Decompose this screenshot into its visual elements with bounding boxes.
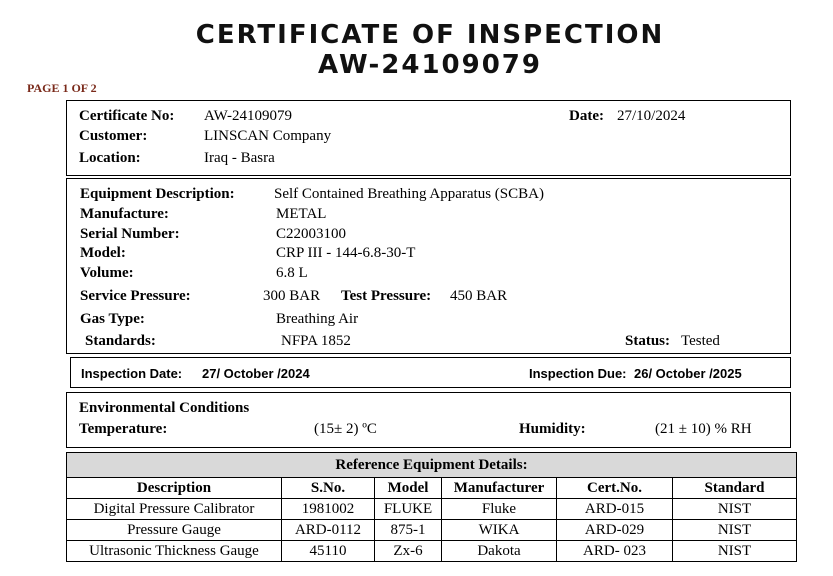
inspection-due-value: 26/ October /2025	[634, 366, 742, 381]
volume-label: Volume:	[80, 265, 134, 281]
model-value: CRP III - 144-6.8-30-T	[276, 245, 416, 261]
table-row	[67, 541, 797, 562]
standards-value: NFPA 1852	[281, 333, 351, 349]
temperature-label: Temperature:	[79, 421, 168, 437]
date-value: 27/10/2024	[617, 108, 686, 124]
cert-no-value: AW-24109079	[204, 108, 292, 124]
table-cell: Zx-6	[375, 541, 442, 562]
gas-type-label: Gas Type:	[80, 311, 145, 327]
table-cell: NIST	[673, 541, 797, 562]
table-cell: ARD-015	[557, 499, 673, 520]
table-cell: ARD- 023	[557, 541, 673, 562]
standards-label: Standards:	[85, 333, 156, 349]
test-pressure-value: 450 BAR	[450, 288, 508, 304]
table-row	[67, 520, 797, 541]
column-header: Manufacturer	[442, 478, 557, 499]
table-cell: Digital Pressure Calibrator	[67, 499, 282, 520]
table-cell: NIST	[673, 499, 797, 520]
table-cell: NIST	[673, 520, 797, 541]
column-header: Standard	[673, 478, 797, 499]
humidity-value: (21 ± 10) % RH	[655, 421, 752, 437]
table-cell: ARD-029	[557, 520, 673, 541]
serial-value: C22003100	[276, 226, 347, 242]
table-cell: 1981002	[282, 499, 375, 520]
table-cell: 45110	[282, 541, 375, 562]
equipment-box	[66, 178, 791, 354]
environment-heading: Environmental Conditions	[79, 400, 250, 416]
table-row	[67, 499, 797, 520]
table-cell: ARD-0112	[282, 520, 375, 541]
serial-label: Serial Number:	[80, 226, 180, 242]
cert-no-label: Certificate No:	[79, 108, 175, 124]
customer-label: Customer:	[79, 128, 148, 144]
test-pressure-label: Test Pressure:	[341, 288, 432, 304]
table-cell: Fluke	[442, 499, 557, 520]
location-value: Iraq - Basra	[204, 150, 275, 166]
equipment-description-value: Self Contained Breathing Apparatus (SCBA)	[274, 186, 544, 202]
page-indicator: PAGE 1 OF 2	[27, 81, 97, 95]
customer-value: LINSCAN Company	[204, 128, 332, 144]
manufacture-value: METAL	[276, 206, 327, 222]
humidity-label: Humidity:	[519, 421, 586, 437]
table-cell: Pressure Gauge	[67, 520, 282, 541]
equipment-description-label: Equipment Description:	[80, 186, 235, 202]
date-label: Date:	[569, 108, 604, 124]
inspection-date-label: Inspection Date:	[81, 366, 183, 381]
column-header: Description	[67, 478, 282, 499]
status-label: Status:	[625, 333, 671, 349]
model-label: Model:	[80, 245, 126, 261]
table-header-row	[67, 478, 797, 499]
table-cell: Ultrasonic Thickness Gauge	[67, 541, 282, 562]
column-header: Cert.No.	[557, 478, 673, 499]
gas-type-value: Breathing Air	[276, 311, 359, 327]
service-pressure-value: 300 BAR	[263, 288, 321, 304]
table-cell: Dakota	[442, 541, 557, 562]
column-header: S.No.	[282, 478, 375, 499]
reference-table-title: Reference Equipment Details:	[67, 453, 797, 478]
table-cell: 875-1	[375, 520, 442, 541]
service-pressure-label: Service Pressure:	[80, 288, 191, 304]
temperature-value: (15± 2) ºC	[314, 421, 377, 437]
status-value: Tested	[681, 333, 720, 349]
manufacture-label: Manufacture:	[80, 206, 169, 222]
volume-value: 6.8 L	[276, 265, 308, 281]
certificate-title: CERTIFICATE OF INSPECTION	[195, 20, 665, 50]
reference-equipment-table	[66, 452, 797, 562]
column-header: Model	[375, 478, 442, 499]
table-cell: FLUKE	[375, 499, 442, 520]
certificate-number-title: AW-24109079	[318, 50, 542, 80]
inspection-due-label: Inspection Due:	[529, 366, 627, 381]
table-cell: WIKA	[442, 520, 557, 541]
location-label: Location:	[79, 150, 141, 166]
inspection-date-value: 27/ October /2024	[202, 366, 310, 381]
